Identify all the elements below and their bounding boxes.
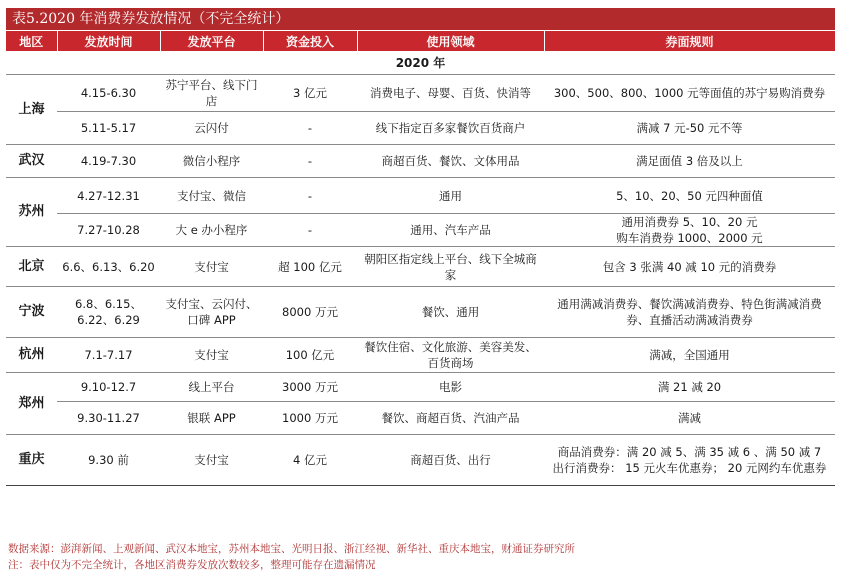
cell-usage: 商超百货、出行 — [357, 435, 544, 486]
cell-usage: 消费电子、母婴、百货、快消等 — [357, 75, 544, 112]
table-row — [6, 145, 835, 178]
cell-time: 4.15-6.30 — [57, 75, 160, 112]
cell-rules: 满 21 减 20 — [544, 373, 835, 402]
cell-funding: - — [263, 145, 357, 178]
cell-region: 苏州 — [6, 178, 57, 247]
cell-usage: 朝阳区指定线上平台、线下全城商家 — [357, 247, 544, 287]
cell-region: 上海 — [6, 75, 57, 145]
cell-funding: 3 亿元 — [263, 75, 357, 112]
footnote: 注：表中仅为不完全统计，各地区消费券发放次数较多，整理可能存在遗漏情况 — [8, 559, 376, 571]
header-time: 发放时间 — [57, 31, 160, 51]
table-row — [6, 402, 835, 435]
cell-platform: 银联 APP — [160, 402, 263, 435]
cell-funding: - — [263, 178, 357, 214]
table-row — [6, 338, 835, 373]
cell-funding: 1000 万元 — [263, 402, 357, 435]
year-row — [6, 51, 835, 75]
cell-platform: 支付宝 — [160, 435, 263, 486]
source-note: 数据来源：澎湃新闻、上观新闻、武汉本地宝，苏州本地宝、光明日报、浙江经视、新华社、重庆本地宝，财通证券研究所 — [8, 543, 575, 555]
cell-rules: 通用消费券 5、10、20 元 购车消费券 1000、2000 元 — [544, 214, 835, 247]
cell-funding: 8000 万元 — [263, 287, 357, 338]
cell-region: 重庆 — [6, 435, 57, 486]
cell-rules: 满减 — [544, 402, 835, 435]
table-title: 表5.2020 年消费券发放情况（不完全统计） — [6, 8, 835, 30]
cell-usage: 餐饮住宿、文化旅游、美容美发、百货商场 — [357, 338, 544, 373]
cell-usage: 电影 — [357, 373, 544, 402]
cell-rules: 满足面值 3 倍及以上 — [544, 145, 835, 178]
cell-time: 6.8、6.15、6.22、6.29 — [57, 287, 160, 338]
table-row — [6, 247, 835, 287]
table-row — [6, 435, 835, 486]
cell-region: 郑州 — [6, 373, 57, 435]
cell-time: 7.1-7.17 — [57, 338, 160, 373]
cell-time: 4.19-7.30 — [57, 145, 160, 178]
header-platform: 发放平台 — [160, 31, 263, 51]
header-usage: 使用领域 — [357, 31, 544, 51]
coupon-table — [6, 31, 836, 486]
table-row — [6, 214, 835, 247]
cell-platform: 云闪付 — [160, 112, 263, 145]
cell-region: 宁波 — [6, 287, 57, 338]
cell-funding: 3000 万元 — [263, 373, 357, 402]
cell-usage: 通用 — [357, 178, 544, 214]
cell-region: 北京 — [6, 247, 57, 287]
cell-funding: 100 亿元 — [263, 338, 357, 373]
header-region: 地区 — [6, 31, 57, 51]
table-row — [6, 112, 835, 145]
cell-time: 5.11-5.17 — [57, 112, 160, 145]
cell-usage: 通用、汽车产品 — [357, 214, 544, 247]
year-label: 2020 年 — [6, 51, 835, 75]
cell-funding: - — [263, 214, 357, 247]
header-rules: 券面规则 — [544, 31, 835, 51]
table-row — [6, 287, 835, 338]
cell-usage: 商超百货、餐饮、文体用品 — [357, 145, 544, 178]
cell-platform: 苏宁平台、线下门店 — [160, 75, 263, 112]
cell-platform: 微信小程序 — [160, 145, 263, 178]
cell-rules: 通用满减消费券、餐饮满减消费券、特色街满减消费券、直播活动满减消费券 — [544, 287, 835, 338]
table-row — [6, 178, 835, 214]
cell-region: 武汉 — [6, 145, 57, 178]
cell-time: 7.27-10.28 — [57, 214, 160, 247]
cell-platform: 支付宝、云闪付、口碑 APP — [160, 287, 263, 338]
table-row — [6, 373, 835, 402]
cell-platform: 支付宝 — [160, 247, 263, 287]
cell-time: 9.30-11.27 — [57, 402, 160, 435]
cell-region: 杭州 — [6, 338, 57, 373]
cell-rules: 包含 3 张满 40 减 10 元的消费券 — [544, 247, 835, 287]
cell-time: 6.6、6.13、6.20 — [57, 247, 160, 287]
cell-funding: 超 100 亿元 — [263, 247, 357, 287]
cell-rules: 满减 7 元-50 元不等 — [544, 112, 835, 145]
cell-rules: 300、500、800、1000 元等面值的苏宁易购消费券 — [544, 75, 835, 112]
cell-platform: 线上平台 — [160, 373, 263, 402]
cell-time: 9.10-12.7 — [57, 373, 160, 402]
table-body — [6, 51, 835, 486]
cell-funding: - — [263, 112, 357, 145]
cell-funding: 4 亿元 — [263, 435, 357, 486]
header-funding: 资金投入 — [263, 31, 357, 51]
cell-time: 4.27-12.31 — [57, 178, 160, 214]
cell-usage: 餐饮、商超百货、汽油产品 — [357, 402, 544, 435]
cell-rules: 商品消费券：满 20 减 5、满 35 减 6 、满 50 减 7 出行消费券： 15 元火车优惠券； 20 元网约车优惠券 — [544, 435, 835, 486]
cell-time: 9.30 前 — [57, 435, 160, 486]
cell-rules: 满减，全国通用 — [544, 338, 835, 373]
cell-platform: 支付宝 — [160, 338, 263, 373]
cell-usage: 线下指定百多家餐饮百货商户 — [357, 112, 544, 145]
table-row — [6, 75, 835, 112]
cell-platform: 支付宝、微信 — [160, 178, 263, 214]
cell-platform: 大 e 办小程序 — [160, 214, 263, 247]
header-row — [6, 31, 835, 51]
cell-usage: 餐饮、通用 — [357, 287, 544, 338]
cell-rules: 5、10、20、50 元四种面值 — [544, 178, 835, 214]
